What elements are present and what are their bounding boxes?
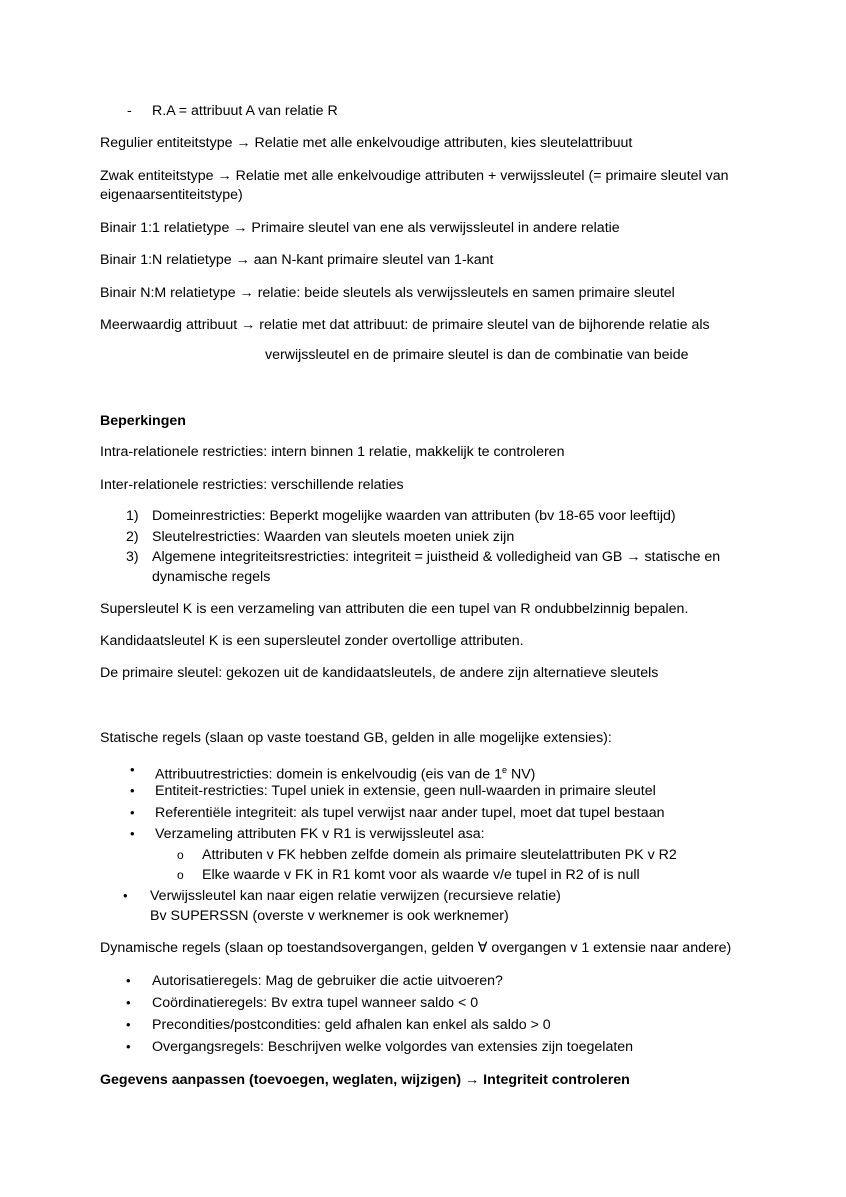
text-line: eigenaarsentiteitstype) bbox=[100, 187, 243, 203]
list-item: Autorisatieregels: Mag de gebruiker die actie uitvoeren? bbox=[152, 973, 503, 989]
bullet-icon: • bbox=[130, 783, 135, 798]
sub-list-item: Elke waarde v FK in R1 komt voor als waarde v/e tupel in R2 of is null bbox=[202, 867, 640, 883]
bullet-icon: • bbox=[126, 973, 131, 988]
footer-text: Gegevens aanpassen (toevoegen, weglaten, wijzigen) → Integriteit controleren bbox=[100, 1072, 630, 1088]
sub-list-item: Attributen v FK hebben zelfde domein als primaire sleutelattributen PK v R2 bbox=[202, 847, 677, 863]
text-line: verwijssleutel en de primaire sleutel is dan de combinatie van beide bbox=[265, 347, 689, 363]
list-item: Verzameling attributen FK v R1 is verwijssleutel asa: bbox=[155, 826, 485, 842]
list-item: Overgangsregels: Beschrijven welke volgordes van extensies zijn toegelaten bbox=[152, 1039, 634, 1055]
bullet-icon: • bbox=[126, 1039, 131, 1054]
text-line: R.A = attribuut A van relatie R bbox=[152, 103, 338, 119]
list-item-continuation: dynamische regels bbox=[152, 569, 271, 585]
list-item: Sleutelrestricties: Waarden van sleutels moeten uniek zijn bbox=[152, 529, 515, 545]
text-line: De primaire sleutel: gekozen uit de kandidaatsleutels, de andere zijn alternatieve sleutels bbox=[100, 665, 659, 681]
sub-bullet-icon: o bbox=[177, 868, 184, 882]
list-item: Referentiële integriteit: als tupel verwijst naar ander tupel, moet dat tupel bestaan bbox=[155, 805, 665, 821]
text-line: Binair N:M relatietype → relatie: beide sleutels als verwijssleutels en samen primaire sleutel bbox=[100, 285, 675, 301]
list-item: Domeinrestricties: Beperkt mogelijke waarden van attributen (bv 18-65 voor leeftijd) bbox=[152, 508, 676, 524]
text-line: Regulier entiteitstype → Relatie met alle enkelvoudige attributen, kies sleutelattribuut bbox=[100, 135, 633, 151]
list-number: 3) bbox=[126, 549, 139, 565]
list-item: Precondities/postcondities: geld afhalen kan enkel als saldo > 0 bbox=[152, 1017, 551, 1033]
text-line: Zwak entiteitstype → Relatie met alle enkelvoudige attributen + verwijssleutel (= primaire sleutel van bbox=[100, 168, 729, 184]
list-item-continuation: Bv SUPERSSN (overste v werknemer is ook werknemer) bbox=[150, 908, 509, 924]
text-line: Intra-relationele restricties: intern binnen 1 relatie, makkelijk te controleren bbox=[100, 444, 565, 460]
bullet-icon: • bbox=[130, 805, 135, 820]
list-item: Coördinatieregels: Bv extra tupel wanneer saldo < 0 bbox=[152, 995, 479, 1011]
text-line: Kandidaatsleutel K is een supersleutel zonder overtollige attributen. bbox=[100, 633, 524, 649]
bullet-icon: • bbox=[130, 762, 135, 777]
text-line: Statische regels (slaan op vaste toestand GB, gelden in alle mogelijke extensies): bbox=[100, 730, 612, 746]
bullet-icon: • bbox=[126, 1017, 131, 1032]
list-number: 2) bbox=[126, 529, 139, 545]
list-item: Entiteit-restricties: Tupel uniek in extensie, geen null-waarden in primaire sleutel bbox=[155, 783, 656, 799]
text-line: Dynamische regels (slaan op toestandsovergangen, gelden ∀ overgangen v 1 extensie naar andere) bbox=[100, 940, 732, 956]
list-number: 1) bbox=[126, 508, 139, 524]
bullet-icon: • bbox=[130, 826, 135, 841]
bullet-icon: • bbox=[123, 888, 128, 903]
list-item: Algemene integriteitsrestricties: integriteit = juistheid & volledigheid van GB → statische en bbox=[152, 549, 721, 565]
text-line: Meerwaardig attribuut → relatie met dat attribuut: de primaire sleutel van de bijhorende relatie als bbox=[100, 317, 710, 333]
text-line: Binair 1:1 relatietype → Primaire sleutel van ene als verwijssleutel in andere relatie bbox=[100, 220, 620, 236]
list-item: Verwijssleutel kan naar eigen relatie verwijzen (recursieve relatie) bbox=[150, 888, 561, 904]
list-dash: - bbox=[127, 103, 132, 119]
text-line: Inter-relationele restricties: verschillende relaties bbox=[100, 477, 404, 493]
text-line: Binair 1:N relatietype → aan N-kant primaire sleutel van 1-kant bbox=[100, 252, 494, 268]
section-heading: Beperkingen bbox=[100, 413, 186, 429]
text-line: Supersleutel K is een verzameling van attributen die een tupel van R ondubbelzinnig bepalen. bbox=[100, 601, 689, 617]
list-item: Attribuutrestricties: domein is enkelvoudig (eis van de 1e NV) bbox=[155, 765, 536, 783]
sub-bullet-icon: o bbox=[177, 848, 184, 862]
bullet-icon: • bbox=[126, 995, 131, 1010]
